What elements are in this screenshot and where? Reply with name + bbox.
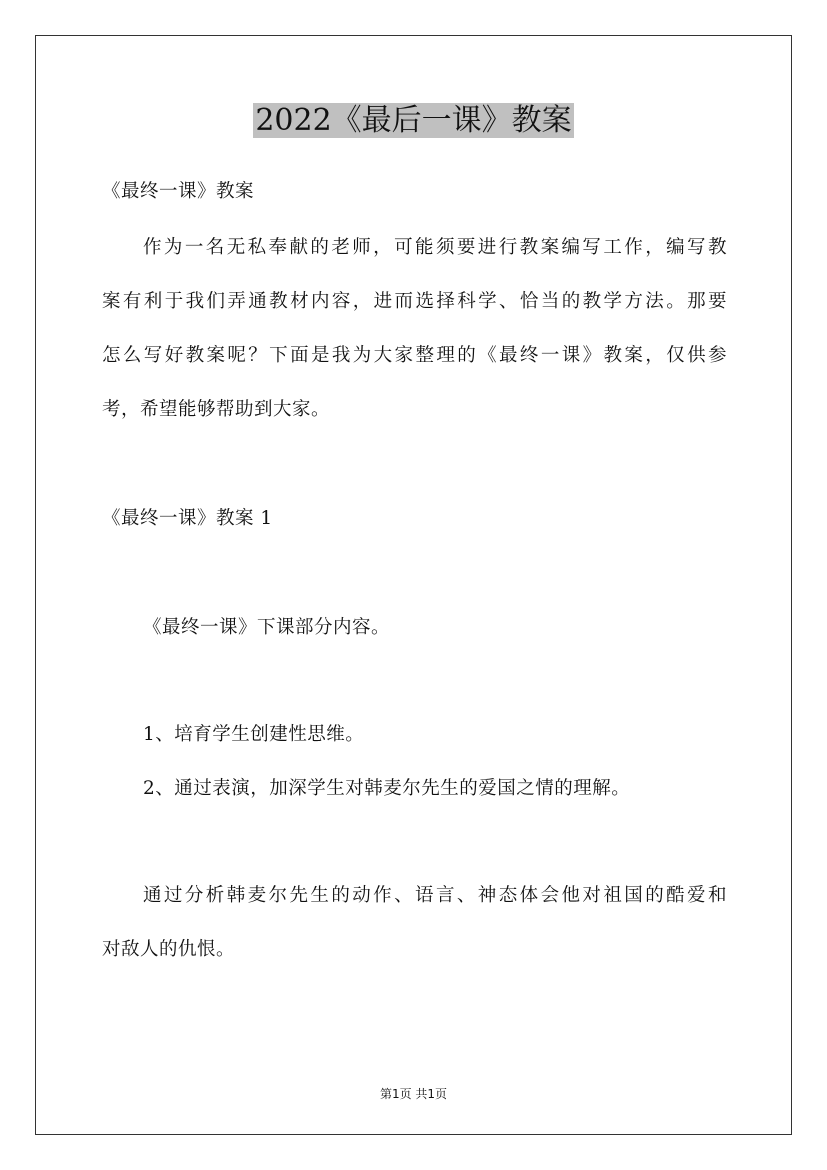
focus-line: 通过分析韩麦尔先生的动作、语言、神态体会他对祖国的酷爱和	[143, 885, 727, 906]
section-intro: 《最终一课》下课部分内容。	[143, 617, 391, 638]
goal-item: 2、通过表演，加深学生对韩麦尔先生的爱国之情的理解。	[143, 778, 631, 799]
document-heading: 《最终一课》教案	[102, 181, 255, 202]
document-title-container	[0, 100, 827, 142]
focus-line: 对敌人的仇恨。	[102, 939, 236, 960]
intro-line: 考，希望能够帮助到大家。	[102, 399, 331, 420]
section-title: 《最终一课》教案 1	[102, 508, 273, 529]
intro-line: 怎么写好教案呢？下面是我为大家整理的《最终一课》教案，仅供参	[102, 345, 727, 366]
document-title: 2022《最后一课》教案	[255, 103, 572, 138]
page-footer: 第1页 共1页	[379, 1087, 448, 1101]
intro-line: 案有利于我们弄通教材内容，进而选择科学、恰当的教学方法。那要	[102, 291, 727, 312]
intro-line: 作为一名无私奉献的老师，可能须要进行教案编写工作，编写教	[143, 237, 727, 258]
goal-item: 1、培育学生创建性思维。	[143, 724, 365, 745]
